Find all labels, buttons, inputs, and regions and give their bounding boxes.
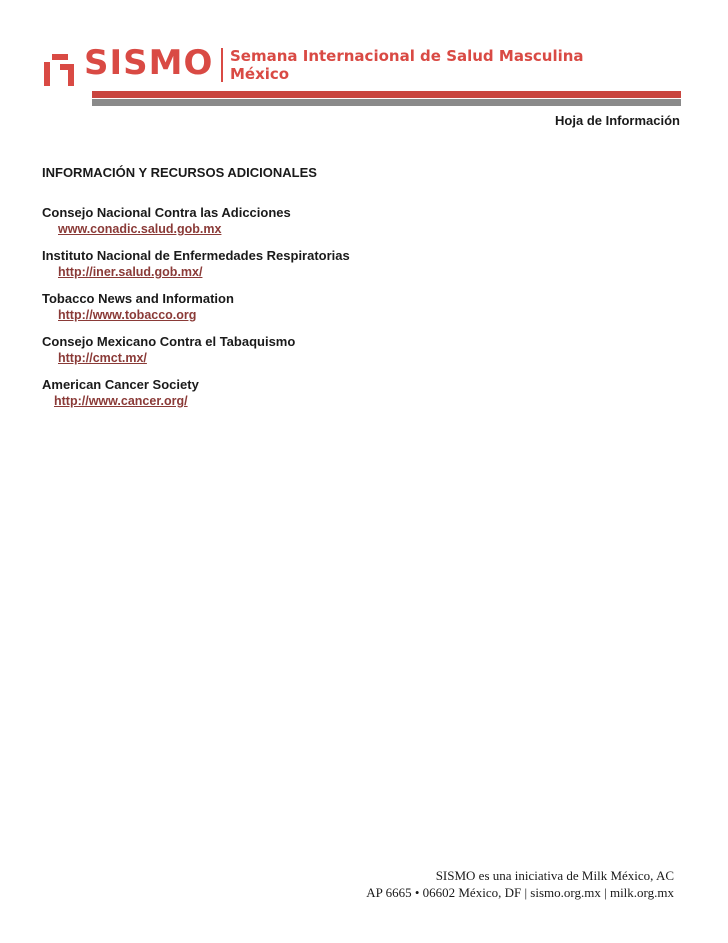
resource-name: Consejo Nacional Contra las Adicciones xyxy=(42,205,291,220)
document-type: Hoja de Información xyxy=(555,113,680,128)
resource-item xyxy=(42,248,642,281)
resource-item xyxy=(42,377,642,410)
page-header xyxy=(0,0,728,130)
brand-subtitle-line2: México xyxy=(230,65,290,83)
brand-subtitle-line1: Semana Internacional de Salud Masculina xyxy=(230,47,584,65)
brand-name: SISMO xyxy=(84,43,214,83)
resource-item xyxy=(42,205,642,238)
footer-line-2: AP 6665 • 06602 México, DF | sismo.org.mx | milk.org.mx xyxy=(366,885,674,900)
section-title: INFORMACIÓN Y RECURSOS ADICIONALES xyxy=(42,165,317,180)
header-gray-bar xyxy=(92,99,681,106)
header-red-bar xyxy=(92,91,681,98)
page-footer xyxy=(366,867,674,901)
sismo-logo-icon xyxy=(42,48,78,88)
resource-item xyxy=(42,291,642,324)
resource-name: Instituto Nacional de Enfermedades Respiratorias xyxy=(42,248,350,263)
resource-link[interactable]: http://cmct.mx/ xyxy=(58,351,147,365)
resource-name: Tobacco News and Information xyxy=(42,291,234,306)
resource-name: Consejo Mexicano Contra el Tabaquismo xyxy=(42,334,296,349)
resource-item xyxy=(42,334,642,367)
brand-subtitle xyxy=(230,47,584,83)
resource-link[interactable]: http://iner.salud.gob.mx/ xyxy=(58,265,203,279)
resource-name: American Cancer Society xyxy=(42,377,199,392)
resource-link[interactable]: http://www.cancer.org/ xyxy=(54,394,188,408)
logo-divider xyxy=(221,48,223,82)
resource-link[interactable]: www.conadic.salud.gob.mx xyxy=(58,222,222,236)
resource-link[interactable]: http://www.tobacco.org xyxy=(58,308,197,322)
resource-list xyxy=(42,205,642,420)
footer-line-1: SISMO es una iniciativa de Milk México, AC xyxy=(435,868,674,883)
